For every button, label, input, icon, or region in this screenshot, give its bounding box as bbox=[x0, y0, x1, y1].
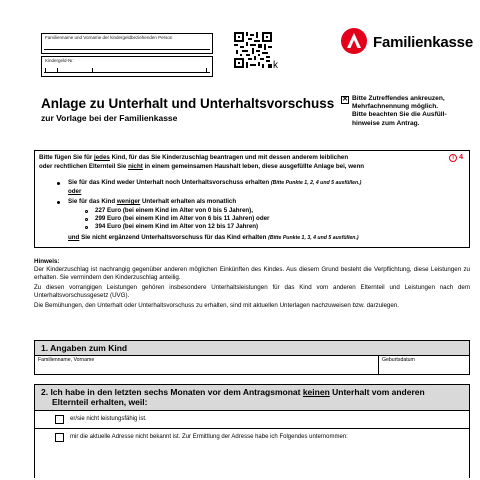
intro-line-2: oder rechtlichen Elternteil Sie nicht in einem gemeinsamen Haushalt leben, diese ausgefüllte Anlage bei, wenn bbox=[39, 162, 365, 170]
hinweis-paragraph-1: Der Kinderzuschlag ist nachrangig gegenüber anderen möglichen Einkünften des Kindes. Aus diesem Grund besteht die Verpflichtung, diese Leistungen zu erhalten. Sie vermindern den Kinderzuschlag anteilig. bbox=[34, 266, 470, 281]
hinweis-heading: Hinweis: bbox=[34, 258, 60, 265]
kindergeld-number-label: Kindergeld-Nr. bbox=[45, 58, 74, 63]
intro-line-1: Bitte fügen Sie für jedes Kind, für das Sie Kinderzuschlag beantragen und mit dessen anderem leiblichen bbox=[39, 154, 349, 161]
section-2-title: 2. Ich habe in den letzten sechs Monaten vor dem Antragsmonat keinen Unterhalt vom anderen Elternteil erhalten, weil: bbox=[35, 385, 469, 411]
document-title: Anlage zu Unterhalt und Unterhaltsvorschuss bbox=[41, 96, 335, 111]
applicant-name-label: Familienname und Vorname der kindergeldbeziehenden Person bbox=[45, 35, 173, 40]
applicant-name-line bbox=[44, 49, 210, 50]
document-subtitle: zur Vorlage bei der Familienkasse bbox=[41, 113, 178, 123]
fill-hint: Bitte Zutreffendes ankreuzen, Mehrfachnennung möglich. Bitte beachten Sie die Ausfüll- hinweise zum Antrag. bbox=[352, 95, 447, 127]
option-not-capable-row bbox=[35, 411, 469, 429]
address-unknown-label: mir die aktuelle Adresse nicht bekannt ist. Zur Ermittlung der Adresse habe ich Folgendes unternommen: bbox=[70, 434, 348, 440]
checked-example-icon: ✕ bbox=[342, 96, 348, 103]
sub-bullet-icon bbox=[85, 210, 88, 213]
not-capable-checkbox[interactable] bbox=[55, 415, 64, 424]
sub-bullet-icon bbox=[85, 218, 88, 221]
info-badge[interactable] bbox=[449, 154, 463, 163]
child-name-field[interactable] bbox=[35, 356, 379, 374]
sub-item-3: 394 Euro (bei einem Kind im Alter von 12 bis 17 Jahren) bbox=[95, 223, 259, 230]
address-unknown-checkbox[interactable] bbox=[55, 433, 64, 442]
bullet-1: Sie für das Kind weder Unterhalt noch Unterhaltsvorschuss erhalten (Bitte Punkte 1, 2, 4 und 5 ausfüllen.) bbox=[68, 179, 362, 186]
section-1-title: 1. Angaben zum Kind bbox=[35, 341, 469, 356]
hinweis-paragraph-3: Die Bemühungen, den Unterhalt oder Unterhaltsvorschuss zu erhalten, sind mit aktuellen Unterlagen nachzuweisen bzw. darzulegen. bbox=[34, 302, 399, 309]
qr-suffix: k bbox=[273, 60, 278, 71]
intro-last-line: und Sie nicht ergänzend Unterhaltsvorschuss für das Kind erhalten (Bitte Punkte 1, 3, 4 und 5 ausfüllen.) bbox=[68, 234, 359, 241]
familienkasse-logo-icon bbox=[341, 28, 367, 54]
option-address-unknown-row bbox=[35, 429, 469, 447]
info-icon: i bbox=[449, 154, 457, 162]
bullet-icon bbox=[57, 201, 60, 204]
info-number: 4 bbox=[459, 154, 463, 161]
hinweis-block bbox=[34, 258, 470, 310]
familienkasse-logo-text: Familienkasse bbox=[373, 34, 473, 51]
child-name-label: Familienname, Vorname bbox=[38, 357, 95, 363]
kindergeld-number-line bbox=[44, 72, 210, 73]
bullet-2: Sie für das Kind weniger Unterhalt erhalten als monatlich bbox=[68, 198, 237, 205]
qr-code bbox=[234, 32, 272, 68]
applicant-name-field[interactable] bbox=[41, 33, 213, 54]
oder-text: oder bbox=[68, 188, 82, 195]
hinweis-paragraph-2: Zu diesen vorrangigen Leistungen gehören insbesondere Unterhaltsleistungen für das Kind vom anderen Elternteil und Leistungen nach dem Unterhaltsvorschussgesetz (UVG). bbox=[34, 284, 470, 299]
bullet-icon bbox=[57, 182, 60, 185]
intro-box bbox=[34, 150, 470, 248]
sub-item-1: 227 Euro (bei einem Kind im Alter von 0 bis 5 Jahren), bbox=[95, 207, 253, 214]
section-no-maintenance bbox=[34, 384, 470, 478]
kindergeld-number-field[interactable] bbox=[41, 56, 213, 77]
sub-bullet-icon bbox=[85, 226, 88, 229]
child-dob-label: Geburtsdatum bbox=[382, 357, 415, 363]
child-details-row bbox=[35, 356, 469, 374]
child-dob-field[interactable] bbox=[379, 356, 469, 374]
not-capable-label: er/sie nicht leistungsfähig ist. bbox=[70, 416, 147, 422]
section-child-details bbox=[34, 340, 470, 375]
sub-item-2: 299 Euro (bei einem Kind im Alter von 6 bis 11 Jahren) oder bbox=[95, 215, 270, 222]
